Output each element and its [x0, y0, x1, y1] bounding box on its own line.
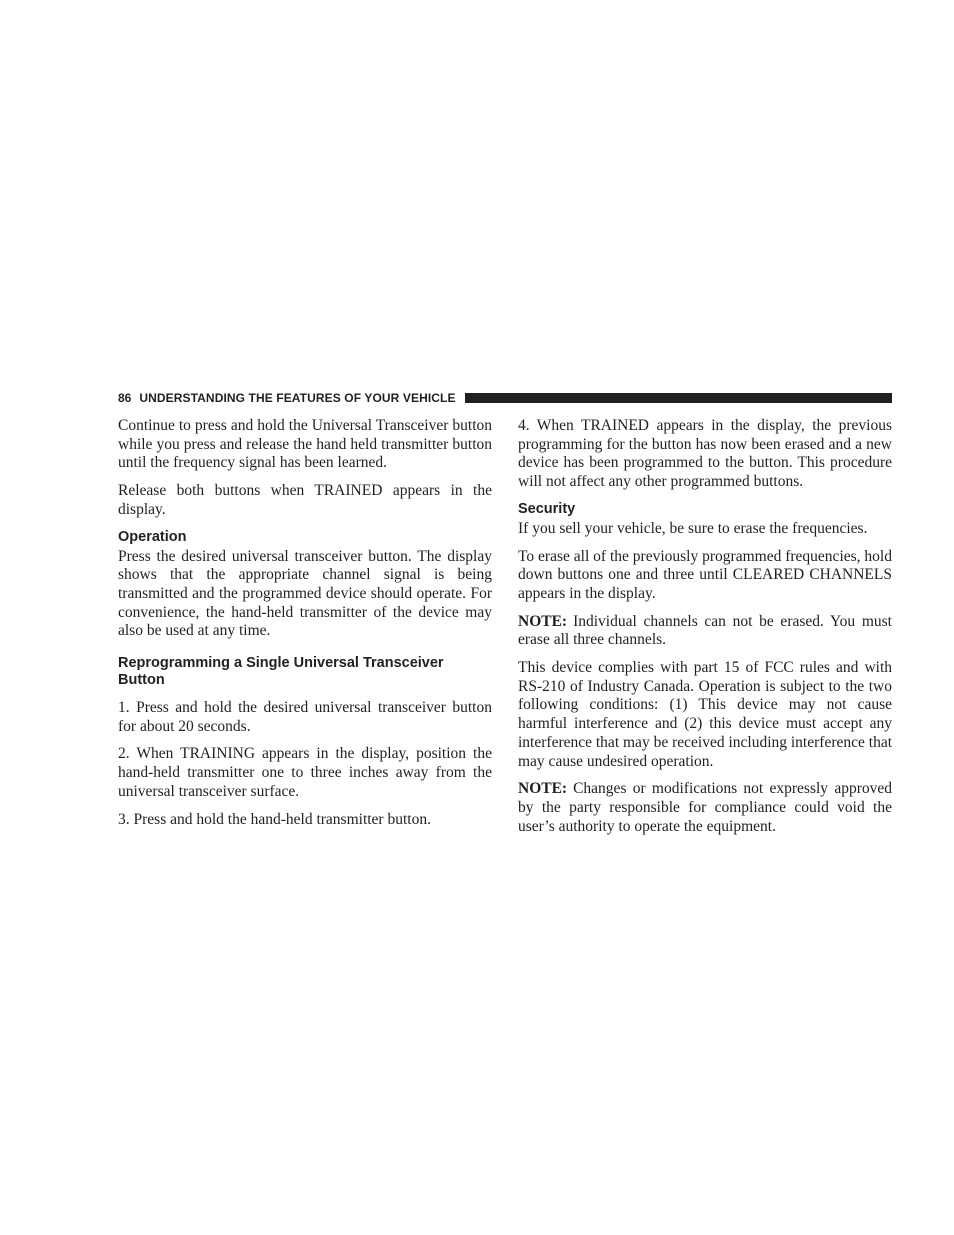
paragraph-security: If you sell your vehicle, be sure to erase the frequencies.: [518, 519, 868, 537]
paragraph-operation: Press the desired universal transceiver button. The display shows that the appropriate channel signal is being transmitted and the programmed device should operate. For convenience, the hand-held transmitter of the device may also be used at any time.: [118, 547, 492, 640]
note-label: NOTE:: [518, 780, 568, 798]
note-label: NOTE:: [518, 612, 568, 630]
note-modifications: [518, 780, 892, 836]
step-4: 4. When TRAINED appears in the display, the previous programming for the button has now been erased and a new device has been programmed to the button. This procedure will not affect any other programmed buttons.: [518, 417, 892, 491]
step-3: 3. Press and hold the hand-held transmitter button.: [118, 810, 431, 828]
note-text: Individual channels can not be erased. You must erase all three channels.: [518, 612, 892, 649]
header-rule: [465, 393, 892, 403]
paragraph-continue-press: Continue to press and hold the Universal Transceiver button while you press and release the hand held transmitter button until the frequency signal has been learned.: [118, 417, 492, 472]
page-number: 86: [118, 391, 132, 405]
paragraph-release-buttons: Release both buttons when TRAINED appears in the display.: [118, 482, 492, 518]
paragraph-fcc: This device complies with part 15 of FCC rules and with RS-210 of Industry Canada. Operation is subject to the two following conditions: (1) This device may not cause harmful interference and (2) this device must accept any interference that may be received including interference that may cause undesired operation.: [518, 659, 892, 770]
section-title: UNDERSTANDING THE FEATURES OF YOUR VEHICLE: [139, 391, 456, 405]
step-1: 1. Press and hold the desired universal transceiver button for about 20 seconds.: [118, 699, 492, 735]
left-column: [118, 417, 492, 838]
heading-reprogramming: Reprogramming a Single Universal Transceiver Button: [118, 655, 444, 689]
paragraph-erase: To erase all of the previously programmed frequencies, hold down buttons one and three until CLEARED CHANNELS appears in the display.: [518, 547, 892, 602]
heading-operation: Operation: [118, 528, 187, 545]
heading-security: Security: [518, 500, 576, 517]
step-2: 2. When TRAINING appears in the display, position the hand-held transmitter one to three inches away from the universal transceiver surface.: [118, 745, 492, 800]
note-individual-channels: [518, 613, 892, 650]
page-header: [118, 389, 892, 407]
right-column: [518, 417, 892, 845]
note-text: Changes or modifications not expressly approved by the party responsible for compliance could void the user’s authority to operate the equipment.: [518, 780, 892, 835]
